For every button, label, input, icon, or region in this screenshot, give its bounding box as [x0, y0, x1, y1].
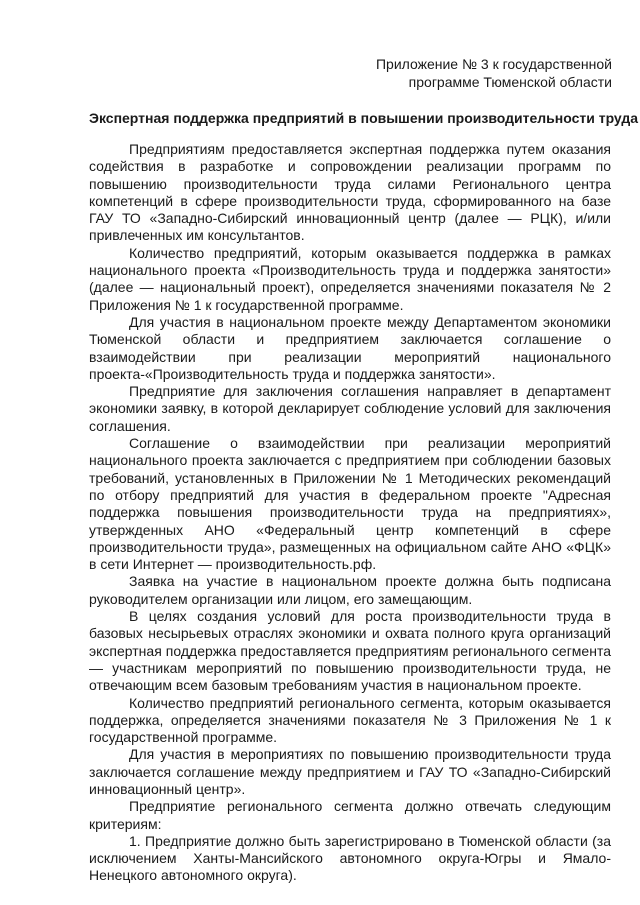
paragraph: Количество предприятий регионального сегмента, которым оказывается поддержка, определяется значениями показателя № 3 Приложения № 1 к государственной программе.: [89, 694, 611, 746]
paragraph: Для участия в мероприятиях по повышению производительности труда заключается соглашение между предприятием и ГАУ ТО «Западно-Сибирский инновационный центр».: [89, 746, 611, 797]
paragraph: 1. Предприятие должно быть зарегистрировано в Тюменской области (за исключением Ханты-Мансийского автономного округа-Югры и Ямало-Ненецкого автономного округа).: [89, 832, 611, 884]
document-body: [89, 141, 611, 885]
paragraph: Заявка на участие в национальном проекте должна быть подписана руководителем организации или лицом, его замещающим.: [89, 573, 611, 607]
appendix-line-1: Приложение № 3 к государственной: [375, 56, 612, 72]
appendix-reference: [352, 55, 612, 91]
document-title: Экспертная поддержка предприятий в повышении производительности труда: [89, 110, 639, 126]
paragraph: Предприятиям предоставляется экспертная поддержка путем оказания содействия в разработке и сопровождении реализации программ по повышению производительности труда силами Регионального центра компетенций в сфере производительности труда, сформированного на базе ГАУ ТО «Западно-Сибирский инновационный центр (далее — РЦК), и/или привлеченных им консультантов.: [89, 141, 611, 244]
paragraph: Предприятие для заключения соглашения направляет в департамент экономики заявку, в которой декларирует соблюдение условий для заключения соглашения.: [89, 383, 611, 434]
paragraph: Количество предприятий, которым оказывается поддержка в рамках национального проекта «Производительность труда и поддержка занятости» (далее — национальный проект), определяется значениями показателя № 2 Приложения № 1 к государственной программе.: [89, 244, 611, 313]
paragraph: Для участия в национальном проекте между Департаментом экономики Тюменской области и предприятием заключается соглашение о взаимодействии при реализации мероприятий национального проекта-«Производительность труда и поддержка занятости».: [89, 313, 611, 382]
appendix-line-2: программе Тюменской области: [408, 74, 612, 90]
paragraph: Предприятие регионального сегмента должно отвечать следующим критериям:: [89, 798, 611, 832]
paragraph: Соглашение о взаимодействии при реализации мероприятий национального проекта заключается с предприятием при соблюдении базовых требований, установленных в Приложении № 1 Методических рекомендаций по отбору предприятий для участия в федеральном проекте "Адресная поддержка повышения производительности труда на предприятиях», утвержденных АНО «Федеральный центр компетенций в сфере производительности труда», размещенных на официальном сайте АНО «ФЦК» в сети Интернет — производительность.рф.: [89, 435, 611, 573]
paragraph: В целях создания условий для роста производительности труда в базовых несырьевых отраслях экономики и охвата полного круга организаций экспертная поддержка предоставляется предприятиям регионального сегмента — участникам мероприятий по повышению производительности труда, не отвечающим всем базовым требованиям участия в национальном проекте.: [89, 608, 611, 694]
